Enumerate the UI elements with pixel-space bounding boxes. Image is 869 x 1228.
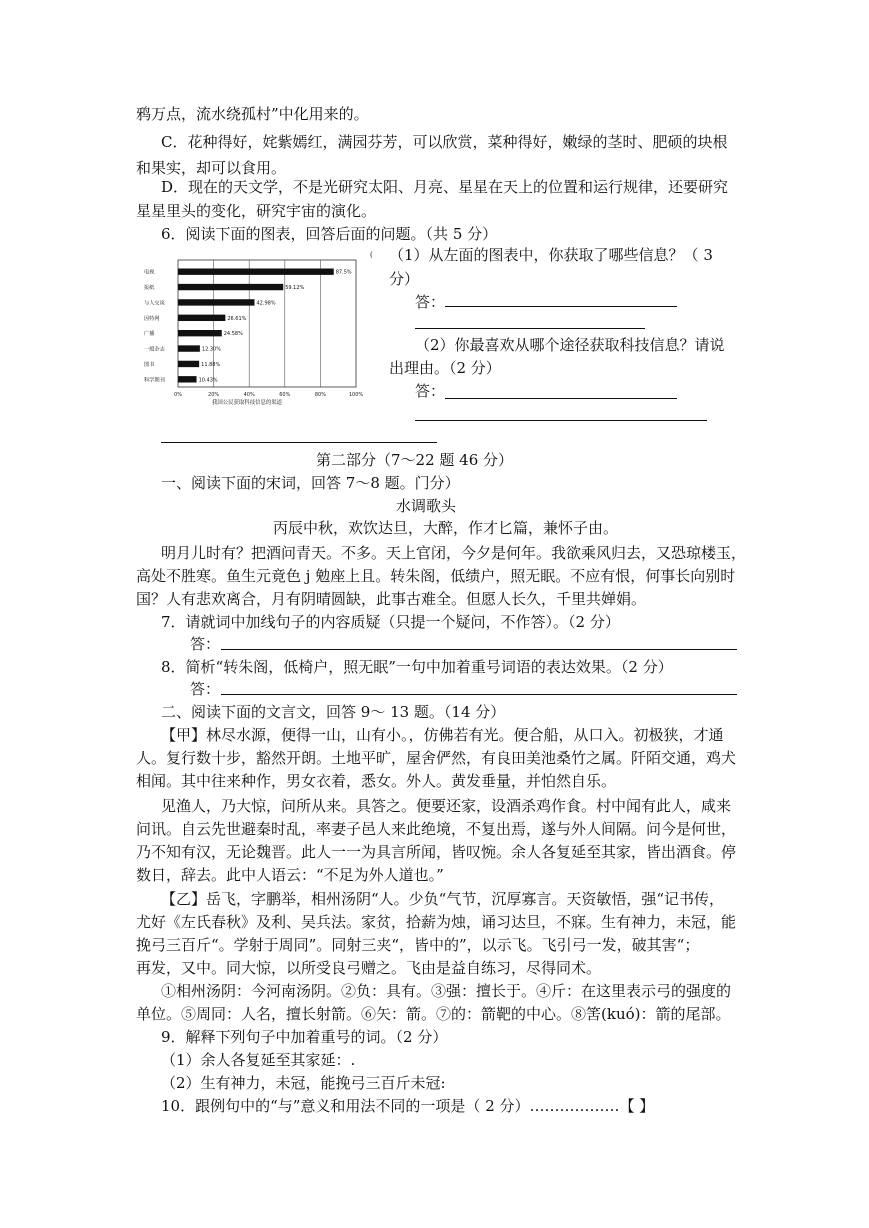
value-label: 87.5% [335, 269, 352, 276]
option-c-line2: 和果实，却可以食用。 [136, 159, 287, 177]
poem-line: 明月儿时有？把酒问青天。不多。天上官闭，今夕是何年。我欲乘风归去，又恐琼楼玉， [161, 544, 747, 562]
passage-b-line: 【乙】岳飞，字鹏举，相州汤阴“人。少负“气节，沉厚寡言。天资敏悟，强“记书传， [161, 890, 725, 908]
question-9: 9．解释下列句子中加着重号的词。（2 分） [161, 1028, 448, 1046]
answer-blank[interactable] [445, 398, 677, 399]
question-8: 8．简析“转朱阁，低椅户，照无眠”一句中加着重号词语的表达效果。（2 分） [161, 658, 673, 676]
x-tick-label: 100% [348, 392, 364, 398]
passage-b-line: 挽弓三百斤“。学射于周同”。同射三夹“，皆中的”，以示飞。飞引弓一发，破其害“； [136, 936, 700, 954]
x-tick-label: 0% [174, 392, 182, 398]
value-label: 10.43% [198, 377, 218, 384]
bar [178, 284, 283, 290]
bar [178, 361, 199, 367]
passage-b-line: 再发，又中。同大惊，以所受良弓赠之。飞由是益自练习，尽得同术。 [136, 959, 602, 977]
passage-a-line: 见渔人，乃大惊，问所从来。具答之。便要还家，设酒杀鸡作食。村中闻有此人，咸来 [161, 797, 732, 815]
answer-blank[interactable] [161, 442, 437, 443]
category-label: 电视 [144, 269, 155, 276]
poem-title: 水调歌头 [396, 497, 457, 515]
x-axis-title: 我国公民获取科技信息的渠道 [211, 400, 283, 406]
category-label: 科学期刊 [144, 377, 165, 384]
category-label: 广播 [144, 331, 155, 338]
poem-preface: 丙辰中秋，欢饮达旦，大醉，作才匕篇，兼怀子由。 [273, 519, 619, 537]
answer-blank[interactable] [221, 649, 737, 650]
bar [178, 330, 222, 336]
bar [178, 268, 334, 274]
bar [178, 315, 225, 321]
x-tick-label: 20% [208, 392, 220, 398]
passage-a-line: 数日，辞去。此中人语云：“不足为外人道也。” [136, 866, 444, 884]
option-d-line1: D．现在的天文学，不是光研究太阳、月亮、星星在天上的位置和运行规律，还要研究 [161, 178, 729, 196]
section-one-heading: 一、阅读下面的宋词，回答 7～8 题。门分） [161, 474, 460, 492]
poem-line: 国？人有悲欢离合，月有阴晴圆缺，此事古难全。但愿人长久，千里共婵娟。 [136, 590, 647, 608]
category-label: 因特网 [144, 315, 160, 322]
question-6-2-line2: 出理由。（2 分） [389, 359, 501, 377]
category-label: 报纸 [144, 285, 155, 292]
x-tick-label: 40% [243, 392, 255, 398]
question-7: 7．请就词中加线句子的内容质疑（只提一个疑问，不作答）。（2 分） [161, 613, 620, 631]
plot-frame [178, 260, 356, 387]
question-6: 6．阅读下面的图表，回答后面的问题。（共 5 分） [161, 225, 498, 243]
footnote-line: ①相州汤阴：今河南汤阴。②负：具有。③强：擅长于。④斤：在这里表示弓的强度的 [161, 982, 732, 1000]
text-line: 鸦万点，流水绕孤村”中化用来的。 [136, 105, 369, 123]
passage-a-line: 相闻。其中往来种作，男女衣着，悉女。外人。黄发垂量，并怕然自乐。 [136, 772, 617, 790]
answer-blank[interactable] [415, 328, 645, 329]
passage-b-line: 尤好《左氏春秋》及利、吴兵法。家贫，拾薪为烛，诵习达旦，不寐。生有神力，未冠，能 [136, 913, 737, 931]
value-label: 24.58% [223, 331, 243, 338]
passage-a-line: 【甲】林尽水源，便得一山，山有小。，仿佛若有光。便合船，从口入。初极狭，才通 [161, 726, 724, 744]
part-two-heading: 第二部分（7～22 题 46 分） [316, 451, 514, 469]
question-9-1: （1）余人各复延至其家延：. [161, 1051, 356, 1069]
bar [178, 299, 255, 305]
answer-blank[interactable] [415, 420, 707, 421]
bar-chart [141, 252, 373, 415]
answer-blank[interactable] [445, 306, 677, 307]
x-tick-label: 60% [279, 392, 291, 398]
poem-line: 高处不胜寒。鱼生元竟色 j 勉座上且。转朱阁，低绩户，照无眠。不应有恨，何事长向别时 [136, 567, 736, 585]
question-10: 10．跟例句中的“与”意义和用法不同的一项是（ 2 分）………………【 】 [161, 1097, 655, 1115]
passage-a-line: 乃不知有汉，无论魏晋。此人一一为具言所闻，皆叹惋。余人各复延至其家，皆出酒食。停 [136, 843, 737, 861]
answer-blank[interactable] [221, 694, 737, 695]
question-6-1-line1: （1）从左面的图表中，你获取了哪些信息？（ 3 [389, 246, 713, 264]
answer-label: 答： [415, 382, 446, 400]
section-two-heading: 二、阅读下面的文言文，回答 9～ 13 题。（14 分） [161, 703, 506, 721]
question-6-1-line2: 分） [389, 270, 420, 288]
option-c-line1: C．花种得好，姹紫嫣红，满园芬芳，可以欣赏，菜种得好，嫩绿的茎时、肥硕的块根 [161, 133, 728, 151]
answer-label: 答： [415, 293, 446, 311]
answer-label: 答： [190, 680, 221, 698]
category-label: 与人交谈 [144, 300, 165, 307]
question-9-2: （2）生有神力，未冠，能挽弓三百斤未冠: [161, 1074, 446, 1092]
footnote-line: 单位。⑤周同：人名，擅长射箭。⑥矢：箭。⑦的：箭靶的中心。⑧筈(kuó)：箭的尾部。 [136, 1005, 731, 1023]
bar [178, 345, 200, 351]
value-label: 12.30% [201, 346, 221, 353]
category-label: 一般杂志 [144, 346, 165, 353]
category-label: 图书 [144, 361, 155, 368]
passage-a-line: 人。复行数十步，豁然开朗。土地平旷，屋舍俨然，有良田美池桑竹之属。阡陌交通，鸡犬 [136, 749, 737, 767]
value-label: 59.12% [285, 285, 305, 292]
bar [178, 376, 197, 382]
value-label: 11.88% [201, 361, 221, 368]
option-d-line2: 星星里头的变化，研究宇宙的演化。 [136, 202, 377, 220]
chart-edge-mark: ( [370, 251, 373, 259]
question-6-2-line1: （2）你最喜欢从哪个途径获取科技信息？请说 [415, 336, 725, 354]
x-tick-label: 80% [314, 392, 326, 398]
value-label: 26.61% [227, 315, 247, 322]
answer-label: 答： [190, 635, 221, 653]
passage-a-line: 问讯。自云先世避秦时乱，率妻子邑人来此绝境，不复出焉，遂与外人间隔。问今是何世， [136, 820, 737, 838]
value-label: 42.98% [256, 300, 276, 307]
